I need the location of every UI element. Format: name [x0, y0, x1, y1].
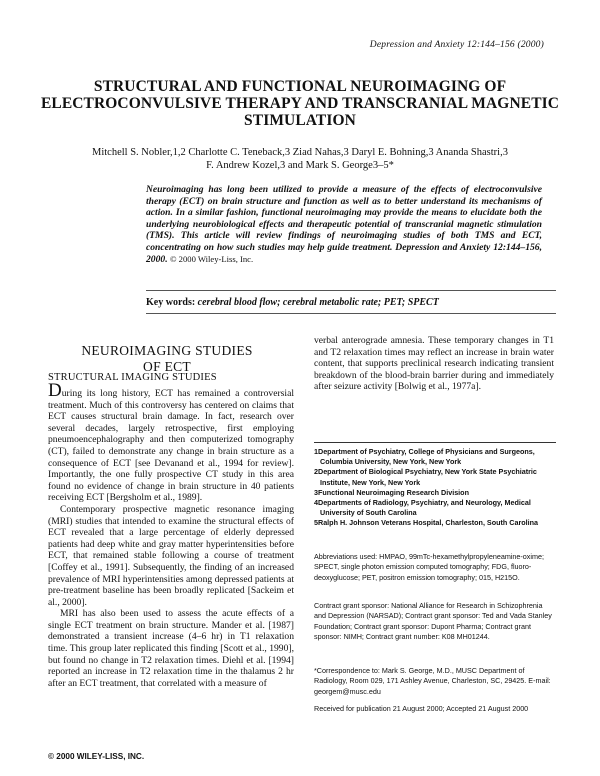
subsection-heading: STRUCTURAL IMAGING STUDIES	[48, 372, 217, 383]
abbreviations-note: Abbreviations used: HMPAO, 99mTc-hexamethylpropyleneamine-oxime; SPECT, single photon emission computed tomography; FDG, fluoro-deoxyglucose; PET, positron emission tomography; 015, H215O.	[314, 552, 544, 582]
grant-note: Contract grant sponsor: National Alliance for Research in Schizophrenia and Depression (NARSAD); Contract grant sponsor: Ted and Vada Stanley Foundation; Contract grant sponsor: Dupont Pharma; Contract grant sponsor: NIMH; Contract grant number: K08 MH01244.	[314, 601, 552, 641]
author-line-1: Mitchell S. Nobler,1,2 Charlotte C. Teneback,3 Ziad Nahas,3 Daryl E. Bohning,3 Ananda Shastri,3	[92, 147, 508, 158]
footnote-rule	[314, 442, 556, 443]
drop-cap: D	[48, 380, 62, 401]
article-title: STRUCTURAL AND FUNCTIONAL NEUROIMAGING OF ELECTROCONVULSIVE THERAPY AND TRANSCRANIAL MAGNETIC STIMULATION	[40, 78, 560, 129]
abstract	[146, 184, 542, 265]
abstract-text: Neuroimaging has long been utilized to provide a measure of the effects of electroconvulsive therapy (ECT) on brain structure and function as well as to better understand its mechanisms of action. In a similar fashion, functional neuroimaging may provide the means to elucidate both the underlying neurobiological effects and therapeutic potential of transcranial magnetic stimulation (TMS). This article will review findings of neuroimaging studies of both TMS and ECT, concentrating on how such studies may help guide treatment. Depression and Anxiety 12:144–156, 2000.	[146, 184, 542, 265]
author-list	[60, 146, 540, 172]
affiliation-4: 4Departments of Radiology, Psychiatry, and Neurology, Medical University of South Carolina	[314, 498, 531, 518]
section-heading-line-1: NEUROIMAGING STUDIES	[81, 343, 253, 358]
affiliation-3: 3Functional Neuroimaging Research Division	[314, 487, 469, 497]
left-column	[48, 380, 294, 689]
keywords-rule-bottom	[146, 313, 556, 314]
affiliation-5: 5Ralph H. Johnson Veterans Hospital, Charleston, South Carolina	[314, 518, 539, 528]
left-paragraph-3: MRI has also been used to assess the acute effects of a single ECT treatment on brain structure. Mander et al. [1987] demonstrated a transient increase (4–6 hr) in T1 relaxation time. This group later replicated this finding [Scott et al., 1990], but found no change in T2 relaxation times. Diehl et al. [1994] reported an increase in T2 relaxation time in the thalamus 2 hr after an ECT treatment, that correlated with a measure of	[48, 608, 294, 689]
affiliations	[314, 447, 556, 529]
correspondence-note: *Correspondence to: Mark S. George, M.D., MUSC Department of Radiology, Room 029, 171 Ashley Avenue, Charleston, SC, 29425. E-mail: georgem@musc.edu	[314, 666, 551, 696]
abstract-copyright: © 2000 Wiley-Liss, Inc.	[170, 253, 254, 264]
keywords-label: Key words:	[146, 297, 196, 308]
left-paragraph-1-text: uring its long history, ECT has remained a controversial treatment. Much of this controversy has centered on claims that ECT causes structural brain damage. In fact, research over several decades, largely retrospective, first employing pneumoencephalography and then computerized tomography (CT), failed to demonstrate any change in brain structure as a consequence of ECT [see Devanand et al., 1994 for review]. Importantly, the one fully prospective CT study in this area found no evidence of change in brain structure in 40 patients receiving ECT [Bergsholm et al., 1989].	[48, 388, 294, 504]
right-paragraph-1: verbal anterograde amnesia. These temporary changes in T1 and T2 relaxation times may reflect an increase in brain water content, that supports preclinical research indicating transient breakdown of the blood-brain barrier during and immediately after seizure activity [Bolwig et al., 1977a].	[314, 335, 554, 393]
keywords	[146, 297, 439, 308]
section-heading	[40, 343, 294, 375]
affiliation-1: 1Department of Psychiatry, College of Physicians and Surgeons, Columbia University, New York, New York	[314, 447, 535, 467]
right-column	[314, 335, 554, 393]
left-paragraph-2: Contemporary prospective magnetic resonance imaging (MRI) studies that intended to examine the structural effects of ECT revealed that a large percentage of elderly depressed patients had deep white and gray matter hyperintensities before ECT, that remained stable following a course of treatment [Coffey et al., 1991]. Subsequently, the finding of an increased prevalence of MRI hyperintensities among depressed patients at pre-treatment baseline has been broadly replicated [Sackeim et al., 2000].	[48, 503, 294, 608]
keywords-terms: cerebral blood flow; cerebral metabolic rate; PET; SPECT	[197, 297, 439, 308]
affiliation-2: 2Department of Biological Psychiatry, New York State Psychiatric Institute, New York, New York	[314, 467, 537, 487]
left-paragraph-1	[48, 380, 294, 504]
running-head: Depression and Anxiety 12:144–156 (2000)	[369, 40, 544, 50]
section-heading-line-2: OF ECT	[143, 359, 191, 374]
footer-copyright: © 2000 WILEY-LISS, INC.	[48, 752, 145, 761]
received-note: Received for publication 21 August 2000; Accepted 21 August 2000	[314, 704, 529, 713]
keywords-rule-top	[146, 290, 556, 291]
author-line-2: F. Andrew Kozel,3 and Mark S. George3–5*	[206, 160, 394, 171]
